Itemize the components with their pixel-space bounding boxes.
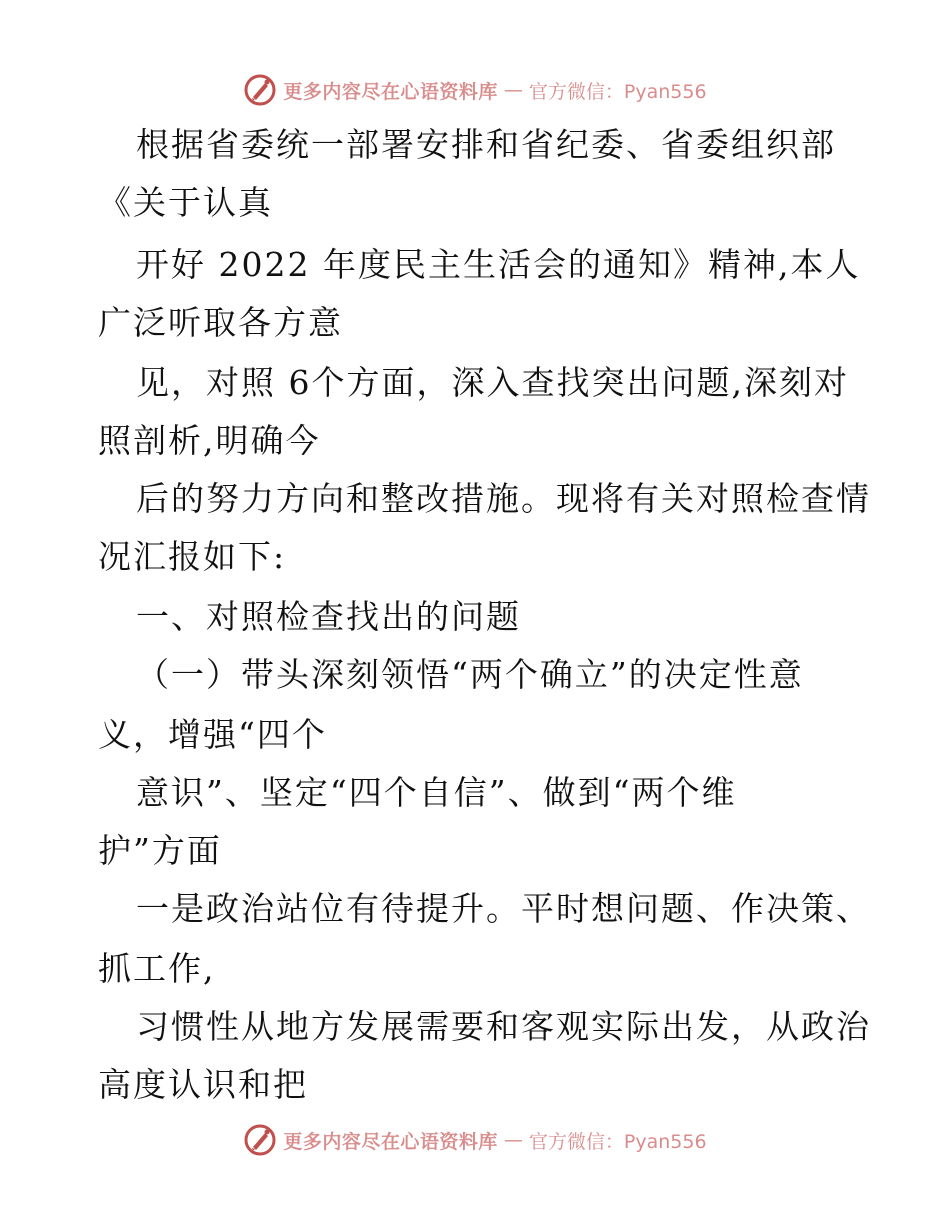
- text-line: 一是政治站位有待提升。平时想问题、作决策、: [136, 889, 871, 928]
- subsection-heading: （一）带头深刻领悟“两个确立”的决定性意: [136, 655, 804, 694]
- pen-logo-icon: [243, 73, 277, 107]
- text-line: 护”方面: [98, 831, 222, 870]
- text-line: 开好 2022 年度民主生活会的通知》精神,本人: [136, 245, 861, 284]
- text-line: 抓工作,: [98, 949, 216, 988]
- watermark-text: 更多内容尽在心语资料库: [283, 1130, 498, 1153]
- pen-logo-icon: [243, 1123, 277, 1157]
- text-line: 根据省委统一部署安排和省纪委、省委组织部: [136, 125, 836, 164]
- watermark-contact: 官方微信：Pyan556: [528, 1130, 707, 1153]
- text-line: 况汇报如下:: [98, 537, 287, 576]
- text-line: 后的努力方向和整改措施。现将有关对照检查情: [136, 479, 871, 518]
- text-line: 《关于认真: [98, 183, 273, 222]
- watermark-footer: [0, 1120, 950, 1160]
- watermark-dash: —: [503, 1129, 523, 1151]
- text-line: 意识”、坚定“四个自信”、做到“两个维: [136, 773, 737, 812]
- text-line: 广泛听取各方意: [98, 303, 343, 342]
- watermark-contact: 官方微信：Pyan556: [528, 80, 707, 103]
- text-line: 见，对照 6个方面，深入查找突出问题,深刻对: [136, 363, 849, 402]
- text-line: 高度认识和把: [98, 1065, 308, 1104]
- section-heading: 一、对照检查找出的问题: [136, 597, 521, 636]
- text-line: 习惯性从地方发展需要和客观实际出发，从政治: [136, 1007, 871, 1046]
- text-line: 义，增强“四个: [98, 715, 327, 754]
- text-line: 照剖析,明确今: [98, 421, 321, 460]
- watermark-header: [0, 70, 950, 110]
- watermark-dash: —: [503, 79, 523, 101]
- watermark-text: 更多内容尽在心语资料库: [283, 80, 498, 103]
